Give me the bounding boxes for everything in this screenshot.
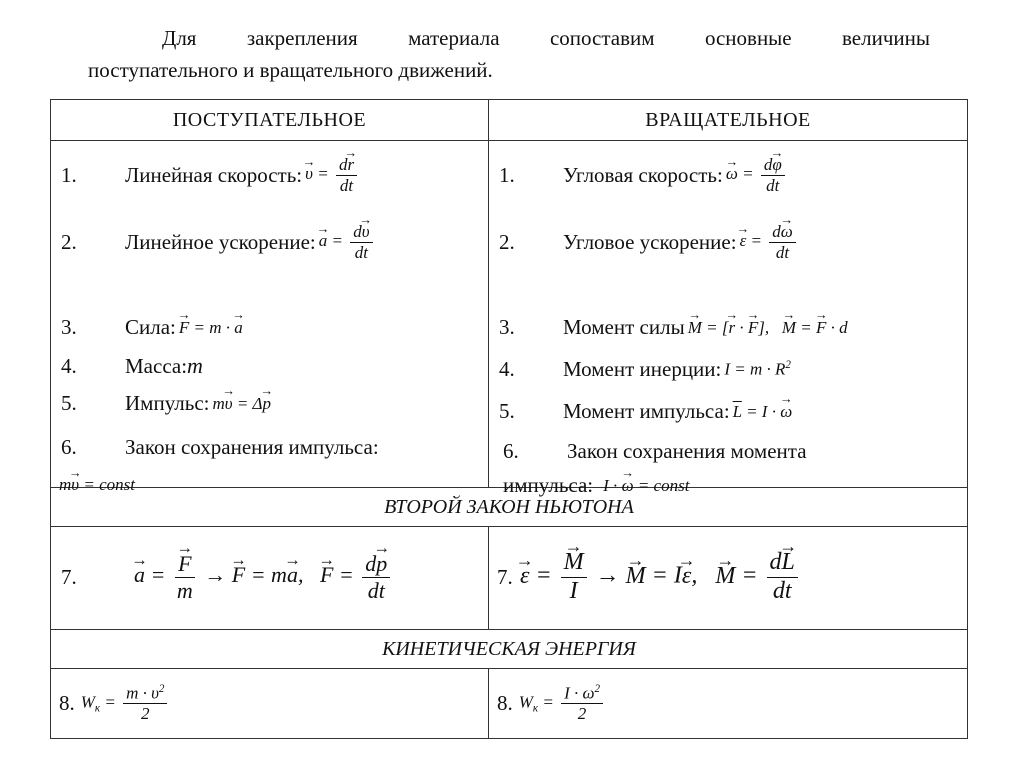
intro-line-2: поступательного и вращательного движений. (88, 58, 493, 82)
left-item-3: 3. Сила: → F = m · → a (61, 315, 243, 340)
rotational-quantities (489, 141, 968, 497)
left-item-2: 2. Линейное ускорение: → a = $\frac{d\to \upsilon}{dt}$ (61, 222, 376, 262)
right-item-6-continued: импульса: I · → ω = const (503, 473, 689, 498)
header-translational: ПОСТУПАТЕЛЬНОЕ (51, 100, 489, 141)
left-item-4: 4. Масса: m (61, 353, 203, 378)
formula-angular-acceleration: → ε = $\frac{d\to \omega}{dt}$ (740, 222, 799, 262)
left-item-5: 5. Импульс: m→ υ = Δ→ p (61, 391, 271, 416)
section-kinetic-energy: КИНЕТИЧЕСКАЯ ЭНЕРГИЯ (51, 630, 968, 669)
energy-translational (51, 669, 489, 739)
formula-newton-rotational: → ε = → $\frac{M}{I}$ → → M = I→ ε, → M = $\frac{d\to L}{dt}$ (520, 549, 801, 605)
right-item-5: 5. Момент импульса: $\overline{L} = I$ · → ω (499, 399, 792, 424)
right-item-3: 3. Момент силы → M = [→ r · → F], → M = → F · d (499, 315, 848, 340)
formula-force: → F = m · → a (179, 318, 243, 338)
formula-angular-momentum-conservation: I · → ω = const (603, 476, 689, 496)
formula-kinetic-energy-rotational: $W_к$ = $\frac{I \cdot \omega^2}{2}$ (519, 683, 606, 724)
formula-momentum: m→ υ = Δ→ p (212, 394, 271, 414)
right-item-6: 6. Закон сохранения момента (503, 439, 807, 463)
formula-linear-acceleration: → a = $\frac{d\to \upsilon}{dt}$ (319, 222, 376, 262)
left-item-6: 6. Закон сохранения импульса: (61, 435, 379, 459)
energy-left-number: 8. (59, 690, 75, 715)
intro-text (88, 22, 930, 86)
newton-left-number: 7. (61, 564, 77, 589)
comparison-table (50, 99, 968, 739)
formula-moment-of-inertia: $I = m \cdot R^2$ (724, 359, 791, 379)
intro-line-1: Для закрепления материала сопоставим основные величины (162, 26, 930, 50)
formula-torque: → M = [→ r · → F], → M = → F · d (688, 318, 848, 338)
formula-momentum-conservation: m→ υ = const (59, 475, 135, 495)
right-item-2: 2. Угловое ускорение: → ε = $\frac{d\to \omega}{dt}$ (499, 222, 799, 262)
translational-quantities (51, 141, 489, 494)
right-item-4: 4. Момент инерции: $I = m \cdot R^2$ (499, 357, 791, 381)
formula-angular-momentum: $\overline{L} = I$ · → ω (733, 402, 793, 422)
newton-rotational (489, 527, 968, 630)
energy-rotational (489, 669, 968, 739)
energy-right-number: 8. (497, 690, 513, 715)
right-item-1: 1. Угловая скорость: → ω = $\frac{d\to \varphi}{dt}$ (499, 155, 788, 195)
formula-newton-translational: → a = → $\frac{F}{m}$ → → F = m→ a, → F = $\frac{d\to p}{dt}$ (134, 551, 393, 603)
left-item-1: 1. Линейная скорость: → υ = $\frac{d\to r}{dt}$ (61, 155, 360, 195)
formula-angular-velocity: → ω = $\frac{d\to \varphi}{dt}$ (726, 155, 788, 195)
newton-right-number: 7. (497, 564, 513, 589)
newton-translational (51, 527, 489, 630)
formula-mass: m (187, 353, 203, 378)
section-second-newton-law: ВТОРОЙ ЗАКОН НЬЮТОНА (51, 488, 968, 527)
header-rotational: ВРАЩАТЕЛЬНОЕ (489, 100, 968, 141)
formula-kinetic-energy-translational: $W_к$ = $\frac{m \cdot \upsilon^2}{2}$ (81, 683, 171, 724)
formula-linear-velocity: → υ = $\frac{d\to r}{dt}$ (305, 155, 360, 195)
